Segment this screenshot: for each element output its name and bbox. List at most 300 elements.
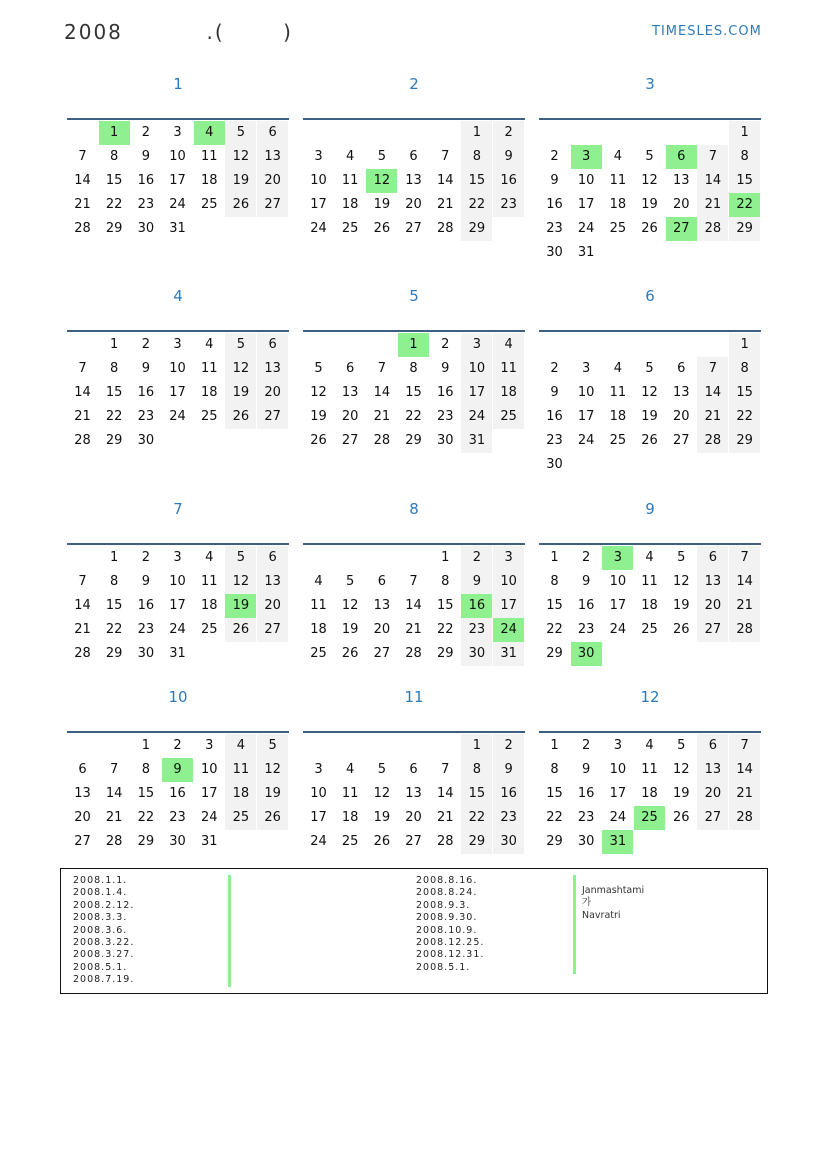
day-cell: 5 — [225, 546, 256, 570]
month-title: 7 — [173, 500, 183, 518]
day-cell: 21 — [74, 409, 91, 424]
day-cell: 22 — [546, 622, 563, 637]
week-row — [539, 734, 761, 758]
empty-cell — [398, 734, 429, 758]
day-cell: 17 — [609, 786, 627, 801]
month-days — [303, 734, 525, 854]
holiday-name: 가 — [582, 897, 592, 909]
day-cell: 19 — [225, 169, 256, 193]
day-cell: 17 — [577, 409, 595, 424]
day-cell: 5 — [677, 738, 686, 753]
holiday-name: Navratri — [582, 909, 621, 921]
empty-cell — [303, 734, 334, 758]
day-cell: 21 — [74, 622, 91, 637]
empty-cell — [225, 830, 256, 854]
day-cell: 18 — [200, 385, 218, 400]
empty-cell — [398, 546, 429, 570]
day-cell: 16 — [137, 173, 155, 188]
day-cell: 22 — [546, 810, 563, 825]
day-cell: 23 — [493, 193, 524, 217]
empty-cell — [99, 734, 130, 758]
day-cell: 28 — [697, 217, 728, 241]
day-cell: 15 — [546, 598, 563, 613]
day-cell: 2 — [493, 734, 524, 758]
day-cell: 17 — [609, 598, 627, 613]
day-cell: 15 — [436, 598, 454, 613]
day-cell: 11 — [641, 574, 658, 589]
holiday-date: 2008.3.6. — [73, 924, 128, 936]
empty-cell — [430, 734, 461, 758]
day-cell: 12 — [225, 145, 256, 169]
day-cell: 26 — [373, 221, 391, 236]
holiday-date: 2008.12.31. — [416, 949, 485, 961]
week-row — [539, 405, 761, 429]
day-cell: 28 — [436, 834, 454, 849]
day-cell: 3 — [461, 333, 492, 357]
week-row — [539, 169, 761, 193]
day-cell: 1 — [141, 738, 151, 753]
day-cell: 12 — [672, 762, 690, 777]
day-cell: 15 — [105, 385, 123, 400]
day-cell: 25 — [310, 646, 327, 661]
day-cell: 1 — [110, 337, 119, 352]
day-cell: 18 — [310, 622, 327, 637]
day-cell: 21 — [74, 197, 91, 212]
day-cell: 6 — [677, 361, 686, 376]
day-cell: 23 — [577, 622, 595, 637]
day-cell: 27 — [257, 618, 288, 642]
empty-cell — [697, 453, 728, 477]
week-row — [539, 642, 761, 666]
day-cell: 13 — [672, 385, 690, 400]
day-cell: 16 — [169, 786, 186, 801]
day-cell: 1 — [110, 550, 119, 565]
legend-bar-left — [228, 875, 231, 987]
week-row — [303, 734, 525, 758]
day-cell: 27 — [373, 646, 391, 661]
day-cell: 6 — [697, 546, 728, 570]
month-9 — [539, 497, 761, 661]
day-cell: 17 — [169, 173, 186, 188]
day-cell: 1 — [441, 550, 450, 565]
day-cell: 6 — [78, 762, 87, 777]
empty-cell — [335, 546, 366, 570]
day-cell: 10 — [577, 385, 595, 400]
day-cell: 10 — [169, 149, 186, 164]
empty-cell — [257, 642, 288, 666]
empty-cell — [257, 429, 288, 453]
day-cell: 29 — [105, 433, 123, 448]
day-cell: 27 — [257, 193, 288, 217]
empty-cell — [602, 453, 633, 477]
day-cell: 12 — [257, 758, 288, 782]
holiday-date: 2008.12.25. — [416, 937, 485, 949]
day-cell: 5 — [225, 333, 256, 357]
day-cell: 19 — [225, 381, 256, 405]
holiday-date: 2008.7.19. — [73, 974, 135, 986]
day-cell: 17 — [493, 594, 524, 618]
day-cell: 15 — [729, 169, 760, 193]
day-cell: 31 — [200, 834, 218, 849]
day-cell: 22 — [436, 622, 454, 637]
day-cell: 29 — [546, 834, 563, 849]
week-row — [303, 145, 525, 169]
day-cell: 23 — [137, 409, 155, 424]
day-cell: 30 — [169, 834, 186, 849]
holiday-dates-right — [416, 875, 484, 974]
day-cell: 12 — [225, 357, 256, 381]
day-cell: 10 — [169, 574, 186, 589]
day-cell: 27 — [257, 405, 288, 429]
holiday-date: 2008.9.30. — [416, 912, 478, 924]
day-cell: 28 — [697, 429, 728, 453]
day-cell: 27 — [672, 433, 690, 448]
day-cell: 27 — [405, 834, 422, 849]
day-cell: 4 — [225, 734, 256, 758]
day-cell: 11 — [200, 149, 218, 164]
day-cell: 11 — [341, 786, 359, 801]
day-cell: 20 — [341, 409, 359, 424]
day-cell: 23 — [577, 810, 595, 825]
day-cell: 23 — [137, 622, 155, 637]
week-row — [303, 357, 525, 381]
day-cell: 16 — [577, 598, 595, 613]
day-cell: 20 — [405, 810, 422, 825]
day-cell: 5 — [314, 361, 323, 376]
day-cell: 13 — [257, 145, 288, 169]
empty-cell — [67, 121, 98, 145]
empty-cell — [634, 121, 665, 145]
day-cell: 14 — [373, 385, 391, 400]
empty-cell — [697, 642, 728, 666]
day-cell: 15 — [729, 381, 760, 405]
day-cell: 26 — [341, 646, 359, 661]
day-cell: 2 — [173, 738, 182, 753]
week-row — [67, 333, 289, 357]
day-cell: 9 — [493, 758, 524, 782]
day-cell: 9 — [550, 385, 559, 400]
day-cell: 13 — [672, 173, 690, 188]
day-cell: 27 — [666, 217, 697, 241]
day-cell: 26 — [672, 622, 690, 637]
day-cell: 3 — [602, 546, 633, 570]
day-cell: 3 — [571, 145, 602, 169]
month-rule — [539, 330, 761, 332]
day-cell: 25 — [200, 409, 218, 424]
month-7 — [67, 497, 289, 661]
month-5 — [303, 284, 525, 448]
day-cell: 6 — [666, 145, 697, 169]
empty-cell — [303, 121, 334, 145]
day-cell: 7 — [409, 574, 418, 589]
month-title: 12 — [640, 688, 660, 706]
day-cell: 22 — [105, 197, 123, 212]
empty-cell — [634, 453, 665, 477]
month-title: 1 — [173, 75, 183, 93]
day-cell: 31 — [169, 646, 186, 661]
week-row — [67, 642, 289, 666]
day-cell: 9 — [141, 574, 151, 589]
empty-cell — [539, 121, 570, 145]
week-row — [303, 806, 525, 830]
day-cell: 30 — [546, 457, 563, 472]
month-title: 11 — [404, 688, 424, 706]
week-row — [303, 193, 525, 217]
day-cell: 20 — [697, 782, 728, 806]
day-cell: 5 — [225, 121, 256, 145]
week-row — [67, 121, 289, 145]
week-row — [67, 758, 289, 782]
day-cell: 26 — [257, 806, 288, 830]
day-cell: 3 — [314, 149, 323, 164]
month-rule — [303, 731, 525, 733]
day-cell: 2 — [461, 546, 492, 570]
day-cell: 11 — [200, 574, 218, 589]
day-cell: 16 — [137, 598, 155, 613]
day-cell: 2 — [582, 550, 591, 565]
empty-cell — [67, 734, 98, 758]
day-cell: 4 — [205, 337, 214, 352]
day-cell: 22 — [405, 409, 422, 424]
day-cell: 15 — [405, 385, 422, 400]
empty-cell — [493, 217, 524, 241]
week-row — [539, 193, 761, 217]
day-cell: 29 — [461, 217, 492, 241]
month-rule — [67, 330, 289, 332]
day-cell: 9 — [582, 574, 591, 589]
day-cell: 20 — [74, 810, 91, 825]
empty-cell — [539, 333, 570, 357]
day-cell: 22 — [137, 810, 155, 825]
empty-cell — [571, 333, 602, 357]
week-row — [539, 453, 761, 477]
day-cell: 25 — [609, 221, 627, 236]
week-row — [67, 734, 289, 758]
holiday-legend — [60, 868, 768, 994]
day-cell: 31 — [602, 830, 633, 854]
month-days — [303, 333, 525, 453]
day-cell: 14 — [729, 758, 760, 782]
year-label: 2008 — [64, 20, 123, 44]
week-row — [67, 357, 289, 381]
empty-cell — [162, 429, 193, 453]
day-cell: 27 — [74, 834, 91, 849]
day-cell: 16 — [577, 786, 595, 801]
day-cell: 30 — [461, 642, 492, 666]
day-cell: 21 — [373, 409, 391, 424]
day-cell: 11 — [641, 762, 658, 777]
day-cell: 4 — [346, 149, 355, 164]
month-days — [67, 734, 289, 854]
day-cell: 16 — [493, 782, 524, 806]
day-cell: 29 — [729, 429, 760, 453]
month-days — [303, 121, 525, 241]
day-cell: 20 — [257, 169, 288, 193]
day-cell: 10 — [577, 173, 595, 188]
empty-cell — [335, 121, 366, 145]
day-cell: 7 — [78, 149, 87, 164]
month-days — [67, 121, 289, 241]
empty-cell — [697, 241, 728, 265]
day-cell: 2 — [582, 738, 591, 753]
day-cell: 10 — [310, 173, 327, 188]
day-cell: 30 — [436, 433, 454, 448]
day-cell: 2 — [141, 125, 151, 140]
holiday-date: 2008.8.16. — [416, 875, 478, 886]
week-row — [67, 429, 289, 453]
month-title: 8 — [409, 500, 419, 518]
day-cell: 24 — [310, 834, 327, 849]
day-cell: 28 — [405, 646, 422, 661]
day-cell: 21 — [436, 810, 454, 825]
day-cell: 13 — [257, 570, 288, 594]
empty-cell — [225, 642, 256, 666]
day-cell: 4 — [194, 121, 225, 145]
day-cell: 24 — [609, 622, 627, 637]
day-cell: 1 — [550, 738, 559, 753]
day-cell: 29 — [137, 834, 155, 849]
day-cell: 19 — [373, 197, 391, 212]
day-cell: 21 — [405, 622, 422, 637]
empty-cell — [257, 830, 288, 854]
day-cell: 1 — [99, 121, 130, 145]
month-2 — [303, 72, 525, 236]
month-days — [303, 546, 525, 666]
day-cell: 15 — [461, 782, 492, 806]
day-cell: 14 — [74, 173, 91, 188]
week-row — [539, 618, 761, 642]
day-cell: 26 — [225, 405, 256, 429]
day-cell: 11 — [341, 173, 359, 188]
day-cell: 21 — [697, 405, 728, 429]
day-cell: 15 — [137, 786, 155, 801]
week-row — [303, 594, 525, 618]
day-cell: 3 — [582, 361, 591, 376]
day-cell: 14 — [436, 173, 454, 188]
empty-cell — [366, 546, 397, 570]
day-cell: 7 — [697, 357, 728, 381]
empty-cell — [634, 830, 665, 854]
day-cell: 19 — [373, 810, 391, 825]
day-cell: 25 — [634, 806, 665, 830]
day-cell: 10 — [609, 762, 627, 777]
day-cell: 1 — [729, 121, 760, 145]
day-cell: 5 — [677, 550, 686, 565]
day-cell: 19 — [641, 197, 658, 212]
empty-cell — [225, 429, 256, 453]
day-cell: 28 — [74, 433, 91, 448]
day-cell: 4 — [346, 762, 355, 777]
day-cell: 26 — [310, 433, 327, 448]
day-cell: 12 — [373, 786, 391, 801]
day-cell: 30 — [493, 830, 524, 854]
day-cell: 30 — [137, 646, 155, 661]
holiday-date: 2008.1.1. — [73, 875, 128, 886]
day-cell: 6 — [697, 734, 728, 758]
day-cell: 26 — [672, 810, 690, 825]
day-cell: 7 — [441, 149, 450, 164]
day-cell: 29 — [405, 433, 422, 448]
week-row — [539, 145, 761, 169]
day-cell: 7 — [377, 361, 387, 376]
day-cell: 31 — [493, 642, 524, 666]
day-cell: 2 — [493, 121, 524, 145]
week-row — [67, 193, 289, 217]
month-days — [539, 121, 761, 265]
day-cell: 22 — [461, 193, 492, 217]
empty-cell — [634, 642, 665, 666]
empty-cell — [666, 241, 697, 265]
day-cell: 23 — [461, 618, 492, 642]
day-cell: 7 — [729, 734, 760, 758]
day-cell: 27 — [697, 806, 728, 830]
week-row — [303, 381, 525, 405]
empty-cell — [398, 121, 429, 145]
month-rule — [539, 118, 761, 120]
day-cell: 16 — [436, 385, 454, 400]
day-cell: 30 — [546, 245, 563, 260]
day-cell: 14 — [74, 385, 91, 400]
empty-cell — [366, 121, 397, 145]
day-cell: 30 — [137, 433, 155, 448]
day-cell: 10 — [609, 574, 627, 589]
day-cell: 23 — [546, 221, 563, 236]
day-cell: 12 — [641, 173, 658, 188]
day-cell: 6 — [377, 574, 387, 589]
day-cell: 19 — [672, 786, 690, 801]
month-rule — [67, 118, 289, 120]
day-cell: 6 — [257, 333, 288, 357]
week-row — [303, 758, 525, 782]
day-cell: 16 — [493, 169, 524, 193]
empty-cell — [634, 333, 665, 357]
day-cell: 7 — [697, 145, 728, 169]
day-cell: 18 — [609, 197, 627, 212]
day-cell: 4 — [205, 550, 214, 565]
holiday-date: 2008.1.4. — [73, 887, 128, 899]
day-cell: 15 — [546, 786, 563, 801]
month-days — [67, 333, 289, 453]
day-cell: 17 — [461, 381, 492, 405]
day-cell: 9 — [141, 149, 151, 164]
week-row — [67, 830, 289, 854]
day-cell: 21 — [697, 193, 728, 217]
day-cell: 12 — [641, 385, 658, 400]
title-close: ) — [283, 20, 293, 44]
day-cell: 1 — [461, 734, 492, 758]
day-cell: 8 — [409, 361, 418, 376]
day-cell: 6 — [257, 546, 288, 570]
week-row — [67, 381, 289, 405]
empty-cell — [67, 546, 98, 570]
day-cell: 25 — [200, 622, 218, 637]
day-cell: 27 — [341, 433, 359, 448]
site-logo[interactable]: TIMESLES.COM — [652, 24, 762, 39]
day-cell: 18 — [493, 381, 524, 405]
day-cell: 23 — [169, 810, 186, 825]
week-row — [67, 594, 289, 618]
day-cell: 18 — [200, 173, 218, 188]
day-cell: 18 — [225, 782, 256, 806]
day-cell: 30 — [571, 642, 602, 666]
day-cell: 1 — [461, 121, 492, 145]
day-cell: 28 — [729, 806, 760, 830]
week-row — [539, 381, 761, 405]
day-cell: 19 — [310, 409, 327, 424]
day-cell: 28 — [729, 618, 760, 642]
empty-cell — [67, 333, 98, 357]
day-cell: 6 — [409, 149, 418, 164]
